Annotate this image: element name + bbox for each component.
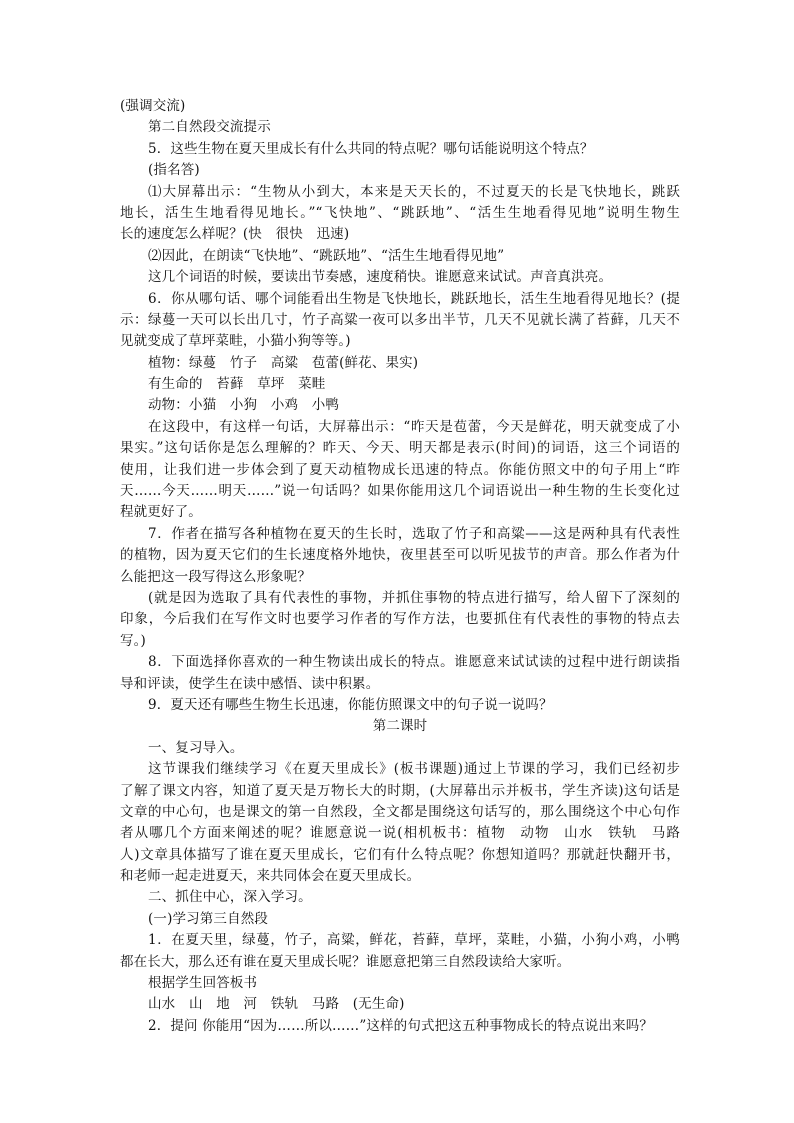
text-line: 山水 山 地 河 铁轨 马路 (无生命): [148, 996, 405, 1013]
text-line: 导和评读，使学生在读中感悟、读中积累。: [120, 675, 380, 692]
text-line: 二、抓住中心，深入学习。: [148, 889, 312, 906]
text-line: 9．夏天还有哪些生物生长迅速，你能仿照课文中的句子说一说吗？: [148, 696, 553, 713]
text-line: 的植物，因为夏天它们的生长速度格外地快，夜里甚至可以听见拔节的声音。那么作者为什: [120, 547, 680, 564]
text-line: 有生命的 苔藓 草坪 菜畦: [148, 376, 326, 393]
text-line: 了解了课文内容，知道了夏天是万物长大的时期，(大屏幕出示并板书，学生齐读)这句话是: [120, 782, 680, 799]
text-line: 地长，活生生地看得见地长。”“飞快地”、“跳跃地”、“活生生地看得见地”说明生物生: [120, 204, 680, 221]
text-line: 一、复习导入。: [148, 739, 244, 756]
text-line: 6．你从哪句话、哪个词能看出生物是飞快地长，跳跃地长，活生生地看得见地长？(提: [148, 290, 680, 307]
text-line: 动物：小猫 小狗 小鸡 小鸭: [148, 397, 340, 414]
text-line: ⑵因此，在朗读“飞快地”、“跳跃地”、“活生生地看得见地”: [148, 247, 505, 264]
text-line: 示：绿蔓一天可以长出几寸，竹子高粱一夜可以多出半节，几天不见就长满了苔藓，几天不: [120, 311, 680, 328]
text-line: (一)学习第三自然段: [148, 910, 269, 927]
text-line: 1．在夏天里，绿蔓，竹子，高粱，鲜花，苔藓，草坪，菜畦，小猫，小狗小鸡，小鸭: [148, 932, 680, 949]
text-line: 都在长大，那么还有谁在夏天里成长呢？谁愿意把第三自然段读给大家听。: [120, 953, 571, 970]
text-line: 使用，让我们进一步体会到了夏天动植物成长迅速的特点。你能仿照文中的句子用上“昨: [120, 461, 680, 478]
text-line: 5．这些生物在夏天里成长有什么共同的特点呢？哪句话能说明这个特点？: [148, 140, 594, 157]
text-line: 见就变成了草坪菜畦，小猫小狗等等。): [120, 333, 351, 350]
document-body: [120, 96, 680, 1037]
text-line: ⑴大屏幕出示：“生物从小到大，本来是天天长的，不过夏天的长是飞快地长，跳跃: [148, 183, 680, 200]
text-line: (就是因为选取了具有代表性的事物，并抓住事物的特点进行描写，给人留下了深刻的: [148, 589, 680, 606]
text-line: 写。): [120, 632, 146, 649]
text-line: 果实。”这句话你是怎么理解的？昨天、今天、明天都是表示(时间)的词语，这三个词语的: [120, 440, 680, 457]
text-line: 根据学生回答板书: [148, 975, 258, 992]
text-line: 天……今天……明天……”说一句话吗？如果你能用这几个词语说出一种生物的生长变化过: [120, 483, 680, 500]
text-line: 这节课我们继续学习《在夏天里成长》(板书课题)通过上节课的学习，我们已经初步: [148, 761, 680, 778]
text-line: 么能把这一段写得这么形象呢？: [120, 568, 312, 585]
text-line: 程就更好了。: [120, 504, 202, 521]
text-line: 8．下面选择你喜欢的一种生物读出成长的特点。谁愿意来试试读的过程中进行朗读指: [148, 654, 680, 671]
text-line: 第二自然段交流提示: [148, 119, 271, 136]
text-line: 7．作者在描写各种植物在夏天的生长时，选取了竹子和高粱——这是两种具有代表性: [148, 525, 680, 542]
text-line: (强调交流): [120, 98, 186, 114]
text-line: 文章的中心句，也是课文的第一自然段，全文都是围绕这句话写的，那么围绕这个中心句作: [120, 803, 680, 820]
text-line: 印象，今后我们在写作文时也要学习作者的写作方法，也要抓住有代表性的事物的特点去: [120, 611, 680, 628]
text-line: 和老师一起走进夏天，来共同体会在夏天里成长。: [120, 868, 421, 885]
text-line: 人)文章具体描写了谁在夏天里成长，它们有什么特点呢？你想知道吗？那就赶快翻开书，: [120, 846, 680, 863]
text-line: 者从哪几个方面来阐述的呢？谁愿意说一说(相机板书：植物 动物 山水 铁轨 马路: [120, 825, 680, 842]
text-line: 植物：绿蔓 竹子 高粱 苞蕾(鲜花、果实): [148, 354, 419, 371]
text-line: 2．提问 你能用“因为……所以……”这样的句式把这五种事物成长的特点说出来吗？: [148, 1017, 654, 1034]
text-line: 长的速度怎么样呢？(快 很快 迅速): [120, 226, 350, 243]
text-line: 在这段中，有这样一句话，大屏幕出示：“昨天是苞蕾，今天是鲜花，明天就变成了小: [148, 418, 680, 435]
text-line: 这几个词语的时候，要读出节奏感，速度稍快。谁愿意来试试。声音真洪亮。: [148, 269, 613, 286]
text-line: (指名答): [148, 162, 200, 179]
section-heading: 第二课时: [372, 718, 428, 735]
